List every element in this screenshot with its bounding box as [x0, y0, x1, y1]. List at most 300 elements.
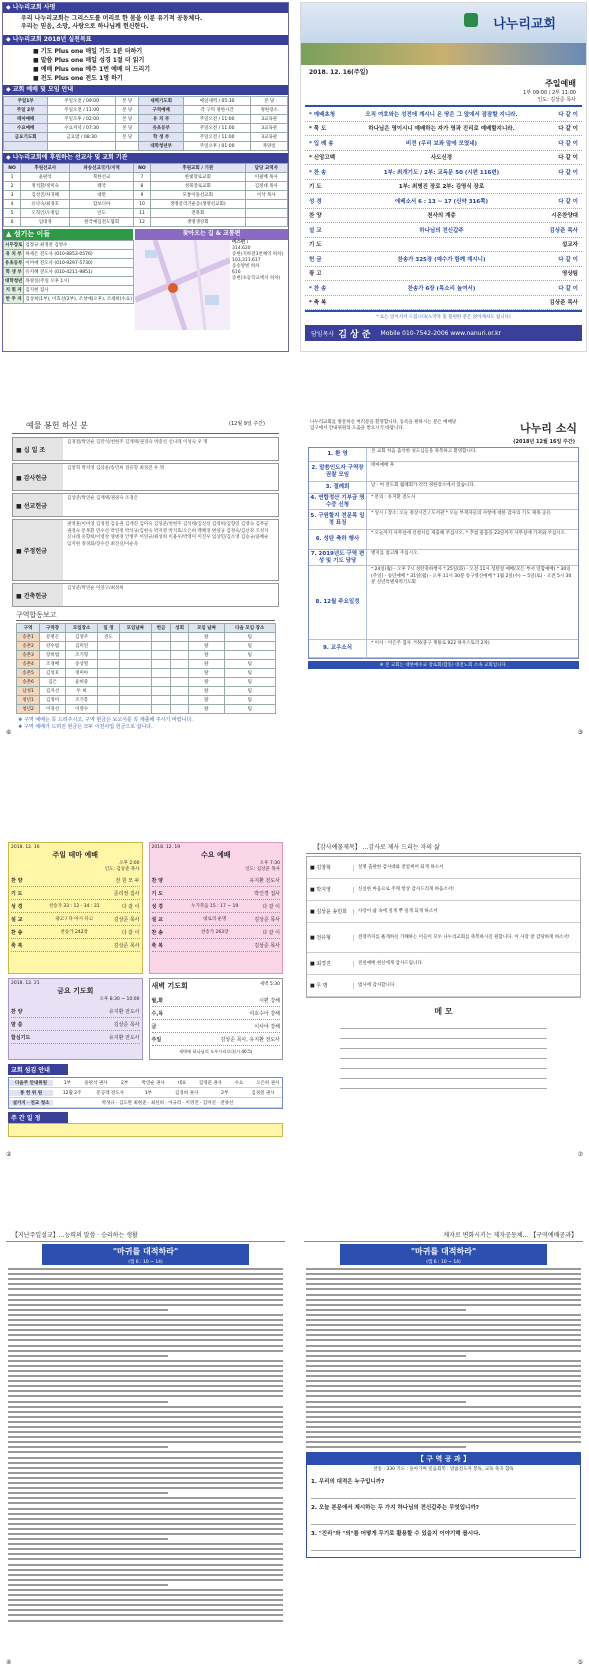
news-footer: ※ 본 교회는 대한예수교 장로회(합동) 대전노회 소속 교회입니다.	[308, 661, 579, 669]
group-head-cell: 다음 모임 장소	[224, 624, 275, 633]
group-cell	[119, 678, 152, 687]
group-row	[17, 660, 276, 669]
worship-row	[4, 133, 288, 142]
text-line	[8, 1467, 283, 1469]
group-cell	[170, 678, 189, 687]
mission-cell: 10	[133, 200, 150, 209]
text-line	[306, 1390, 581, 1392]
text-line	[8, 1278, 283, 1280]
news-row	[309, 566, 578, 640]
text-line	[8, 1584, 168, 1586]
news-row	[309, 640, 578, 658]
group-cell: 탈	[189, 660, 224, 669]
text-line	[8, 1553, 283, 1555]
group-cell: 조기봉	[65, 696, 98, 705]
memo-line	[340, 1069, 547, 1079]
text-line	[8, 1273, 283, 1275]
staff-name: 이미애 전도사 (010-9297-5730)	[24, 259, 134, 268]
memo-line	[340, 1029, 547, 1039]
text-line	[306, 1360, 581, 1362]
order-row	[305, 136, 582, 151]
mission-row	[4, 218, 288, 227]
mission-head-cell: NO	[133, 164, 150, 173]
text-line	[306, 1421, 581, 1423]
worship-cell: 각 구역 정한시간	[183, 106, 251, 115]
order-of-worship	[305, 105, 582, 312]
mission-cell: 9	[133, 191, 150, 200]
staff-table	[3, 240, 134, 304]
group-cell: 탈	[189, 651, 224, 660]
group-cell	[152, 696, 171, 705]
page-number: ⑥	[6, 729, 12, 736]
schedule-detail: 찬송가 242장	[60, 930, 88, 935]
text-line	[306, 1278, 581, 1280]
worship-cell: 본 당	[115, 115, 139, 124]
text-line	[306, 1319, 581, 1321]
order-row	[305, 252, 582, 267]
goal-header: ◆ 나누리교회 2018년 실천목표	[3, 35, 288, 45]
staff-row	[4, 241, 134, 250]
news-label: 4. 연합정산 기부금 영수증 신청	[309, 494, 367, 509]
schedule-item: 찬 송	[11, 929, 23, 936]
group-head-cell: 헌금	[152, 624, 171, 633]
order-content: 1부: 최병진 장로 2부: 김영식 장로	[398, 184, 485, 191]
serve-cell: 1부	[144, 1090, 153, 1096]
staff-name: 하세은 전도사 (010-8853-0576)	[24, 250, 134, 259]
text-line	[8, 1436, 283, 1438]
thanks-text: 설명 출판한 감사대와 전암찌어 되게 하소서	[353, 865, 580, 871]
group-cell: 김성호	[40, 669, 66, 678]
mission-cell: 태국	[70, 182, 134, 191]
worship-cell: 정한장소	[251, 106, 288, 115]
serve-cell: 봉 헌 위 원	[9, 1090, 53, 1096]
thanks-text: 범사에 감사합니다.	[353, 983, 580, 989]
mission-cell: 김성진/차귀혜	[21, 191, 70, 200]
worship-cell	[48, 142, 116, 151]
mission-cell	[245, 218, 287, 227]
group-cell: 송촌3	[17, 651, 40, 660]
study-header: 제자로 변화시키는 제자공동체... 【구역예배공과】	[304, 1228, 583, 1242]
news-label: 5. 구원할지 전문목 일정 표징	[309, 510, 367, 529]
page-number: ②	[6, 1151, 12, 1158]
worship-cell: 본 당	[115, 124, 139, 133]
service-date: 2018. 12. 16(주일)	[309, 69, 369, 76]
group-cell: 탈	[189, 642, 224, 651]
mission-cell: 7	[133, 173, 150, 182]
group-title: 구역합동보고	[16, 610, 275, 621]
schedule-item: 설 교	[151, 916, 163, 923]
memo-lines	[340, 1019, 547, 1089]
text-line	[8, 1523, 283, 1525]
serve-row	[9, 1078, 282, 1088]
news-label: 2. 말씀인도자 구역장 권찰 모임	[309, 462, 367, 481]
order-content: 하나님은 영이시니 예배하는 자가 영과 진리로 예배할지니라.	[368, 126, 515, 133]
group-cell	[119, 642, 152, 651]
worship-row	[4, 124, 288, 133]
news-content: * 이사 - 이은주 집사 거정(중구 계룡로 922 하우스토리 2차)	[371, 641, 490, 646]
page-5-worship-schedule	[2, 840, 289, 1160]
offering-date: (12월 9일 주간)	[229, 421, 265, 427]
schedule-detail: 찬송가 263장	[201, 930, 229, 935]
group-cell: 장희범	[40, 651, 66, 660]
schedule-leader: 준리정 집사	[113, 890, 140, 897]
order-item: * 입 례 송	[309, 140, 334, 147]
order-row	[305, 151, 582, 166]
offering-names: 김창혁 박지영 김상윤/송민희 전유형 최경진 우 명	[67, 466, 165, 471]
text-line	[306, 1365, 581, 1367]
sermon-ref: (엡 6 : 10 ~ 14)	[42, 1259, 249, 1265]
text-line	[8, 1314, 283, 1316]
page-number: ⑦	[577, 1151, 583, 1158]
group-cell: 윤희중	[65, 678, 98, 687]
worship-cell: 수요예배	[4, 124, 48, 133]
thanks-name: ■ 최경진	[310, 961, 331, 967]
sunday-theme-box: 2018. 12. 16 주일 테마 예배 오후 2:00 인도: 김상준 목사 찬 양 전 원 모 두 기 도 준리정 집사 성 경 찬송가 33 : 12 - 34 : 31 다 같 이 설 교 광고 / 다 아시 다고 김상준 목사 찬 송 찬송가 242장 다 같 이 축 복 김상준 목사	[8, 842, 143, 974]
order-row	[305, 194, 582, 209]
group-cell: 팀	[224, 660, 275, 669]
text-line	[8, 1599, 283, 1601]
schedule-leader: 다 같 이	[262, 903, 280, 910]
news-title: 나누리 소식	[520, 422, 577, 435]
text-line	[8, 1406, 283, 1408]
schedule-row	[152, 926, 281, 939]
text-line	[8, 1477, 283, 1479]
worship-cell: 본 당	[115, 133, 139, 142]
text-line	[8, 1472, 283, 1474]
thanks-text: 전영까지를 훌게하신 가해하는 이들이 모두 나누리교회를 축복하시길 원합니다. 이 사랑 잘 감당하게 하소서!	[353, 935, 580, 941]
group-cell: 김지선	[40, 687, 66, 696]
page-7-sermon	[2, 1228, 289, 1666]
schedule-item: 금	[151, 1023, 157, 1030]
thanks-text: 사랑이 삶 속에 깊게 뿌 깊게 되게 하소서	[353, 909, 580, 915]
text-line	[8, 1508, 283, 1510]
group-cell: 남성1	[17, 687, 40, 696]
schedule-row	[152, 1020, 281, 1033]
schedule-row	[11, 913, 140, 926]
schedule-detail: 찬송가 33 : 12 - 34 : 31	[48, 904, 100, 909]
text-line	[306, 1426, 581, 1428]
text-line	[306, 1329, 581, 1331]
group-cell: 이영수	[65, 705, 98, 714]
group-cell	[152, 678, 171, 687]
group-cell	[98, 642, 119, 651]
text-line	[8, 1533, 283, 1535]
worship-row	[4, 106, 288, 115]
thanks-row	[307, 975, 580, 997]
order-content: 천사의 계층	[427, 213, 456, 220]
serve-cell: 박연순 권사	[141, 1080, 165, 1086]
friday-box: 2018. 12. 21 금요 기도회 오후 8:30 ~ 10:00 찬 양 유지환 전도사 말 씀 김상준 목사 합심기도 유지환 전도사	[8, 978, 143, 1060]
worship-cell: 유 치 부	[139, 115, 183, 124]
order-item: * 묵 도	[309, 126, 327, 133]
staff-name: 목양실(주일 오후 1시)	[24, 277, 134, 286]
group-row	[17, 651, 276, 660]
mission-row	[4, 182, 288, 191]
thanks-row	[307, 923, 580, 953]
page-1-church-info	[2, 2, 289, 352]
group-cell	[152, 660, 171, 669]
text-line	[306, 1395, 581, 1397]
group-cell: 김정미	[40, 696, 66, 705]
group-cell: 송촌5	[17, 669, 40, 678]
study-question: 3. "진리"와 "의"를 어떻게 무기로 활용할 수 있을지 이야기해 봅시다.	[311, 1531, 481, 1538]
mission-head-cell: 담당 교역자	[245, 164, 287, 173]
order-item: 기 도	[309, 184, 322, 191]
text-line	[8, 1411, 283, 1413]
worship-cell: 금요밤 / 08:30	[48, 133, 116, 142]
group-cell	[119, 669, 152, 678]
thanks-header: 【감사예물제목】 ...감사로 제사 드리는 자의 삶	[306, 840, 581, 854]
text-line	[8, 1558, 283, 1560]
schedule-row	[11, 1005, 140, 1018]
text-line	[8, 1375, 283, 1377]
schedule-item: 말 씀	[11, 1021, 23, 1028]
news-row	[309, 494, 578, 510]
mission-cell: 12	[133, 218, 150, 227]
mission-cell: 11	[133, 209, 150, 218]
text-line	[8, 1421, 283, 1423]
serve-cell: 김영준 권사	[198, 1080, 223, 1086]
serve-cell: 김경철 권사	[251, 1090, 275, 1096]
staff-row	[4, 268, 134, 277]
text-line	[8, 1304, 283, 1306]
schedule-row	[11, 887, 140, 900]
worship-cell: 3교육관	[251, 124, 288, 133]
news-content: * 일시 / 장소: 오늘 정상시간 / 도서관 * 오늘 부재자들의 사항에 대한 감사의 기도 제목 공유	[371, 511, 551, 516]
text-line	[8, 1324, 283, 1326]
group-cell	[119, 651, 152, 660]
schedule-leader: 박인경 집사	[254, 890, 280, 897]
order-item: 헌 금	[309, 256, 322, 263]
schedule-item: 찬 양	[151, 877, 163, 884]
mission-cell	[245, 200, 287, 209]
welcome-text: 나누리교회를 방문하신 여러분을 환영합니다. 등록을 원하시는 분은 예배당 입구에서 안내위원의 도움을 받으시기 바랍니다.	[310, 420, 457, 431]
vision-line: 우리 나누리교회는 그리스도를 머리로 한 몸을 이룬 유기적 공동체다.	[21, 15, 203, 22]
staff-name: 엄장규 최경찬 김영수	[24, 241, 134, 250]
worship-cell: 주일 2부	[4, 106, 48, 115]
order-leader: 다 같 이	[558, 155, 578, 162]
answer-line	[311, 1539, 576, 1551]
schedule-item: 설 교	[11, 916, 23, 923]
group-cell: 탈	[189, 705, 224, 714]
mission-cell: 모퉁이돌선교회	[150, 191, 245, 200]
text-line	[8, 1431, 283, 1433]
staff-role: 지 휘 자	[4, 286, 24, 295]
order-content: 하나님의 전신갑주	[419, 227, 464, 234]
news-label: 9. 교우소식	[309, 640, 367, 657]
mission-cell: 5	[4, 209, 21, 218]
mission-cell	[245, 209, 287, 218]
group-row	[17, 633, 276, 642]
text-line	[306, 1314, 581, 1316]
serve-cell: 2부	[221, 1090, 229, 1096]
thanks-row	[307, 857, 580, 879]
serve-cell: 설거지 · 친교 청소	[9, 1100, 53, 1106]
offering-title: 예물 봉헌 하신 분	[26, 421, 88, 430]
group-cell	[170, 633, 189, 642]
text-line	[8, 1355, 168, 1357]
serve-header: 교회 섬김 안내	[8, 1064, 68, 1075]
order-item: * 축 복	[309, 300, 327, 307]
text-line	[8, 1380, 283, 1382]
group-cell	[98, 669, 119, 678]
schedule-row	[11, 874, 140, 887]
order-leader: 영상팀	[562, 271, 578, 278]
mission-cell: 1	[4, 173, 21, 182]
text-line	[8, 1339, 283, 1341]
memo-title: 메 모	[434, 1007, 453, 1016]
group-cell: 송촌4	[17, 660, 40, 669]
schedule-row	[152, 1033, 281, 1046]
group-cell	[170, 642, 189, 651]
memo-line	[340, 1079, 547, 1089]
worship-row	[4, 142, 288, 151]
order-item: * 신앙고백	[309, 155, 336, 162]
order-row	[305, 107, 582, 122]
news-row	[309, 448, 578, 462]
thanks-text: 신실한 마음으로 주께 항상 감사드리게 하옵소서!	[353, 887, 580, 893]
memo-line	[340, 1049, 547, 1059]
mission-cell: 생명생강회	[150, 218, 245, 227]
order-leader: 다 같 이	[558, 285, 578, 292]
thanks-row	[307, 953, 580, 975]
offering-names: 김상준/박연순 김계택/권경숙 조경은	[67, 496, 139, 501]
offering-names: 김경철/박연순 김만석/천현주 김계택/권경숙 박충선 신나래 이성숙 우 명	[67, 440, 208, 445]
text-line	[8, 1569, 283, 1571]
offering-category: ■ 십 일 조	[13, 438, 63, 460]
order-leader: 다 같 이	[558, 169, 578, 176]
schedule-row	[11, 900, 140, 913]
text-line	[8, 1579, 283, 1581]
mission-header: ◆ 나누리교회에 후원하는 선교사 및 교회 기관	[3, 153, 288, 163]
worship-cell: 구역예배	[139, 106, 183, 115]
mission-head-cell: NO	[4, 164, 21, 173]
staff-row	[4, 250, 134, 259]
text-line	[8, 1350, 283, 1352]
group-row	[17, 687, 276, 696]
order-item: 기 도	[309, 242, 322, 249]
cover-banner	[301, 3, 586, 65]
text-line	[306, 1268, 581, 1270]
group-cell: 청년1	[17, 696, 40, 705]
order-row	[305, 180, 582, 195]
group-cell	[152, 687, 171, 696]
text-line	[8, 1594, 283, 1596]
schedule-leader: 유지환 전도사	[108, 1008, 140, 1015]
serve-cell: 대표	[177, 1080, 187, 1086]
news-content: 테마예배 후	[371, 463, 395, 468]
staff-header: ▲ 섬기는 이들	[3, 229, 133, 240]
wednesday-box: 2018. 12. 19 수요 예배 오후 7:30 인도: 김상준 목사 찬 양 유지환 전도사 기 도 박인경 집사 성 경 누가복음 15 : 17 ~ 19 다 같 이 설 교 대로리 운명 김상준 목사 찬 송 찬송가 263장 다 같 이 축 복 김상준 목사	[149, 842, 284, 974]
worship-cell: 유초등부	[139, 124, 183, 133]
order-item: 설 교	[309, 227, 322, 234]
schedule-item: 기 도	[11, 890, 23, 897]
mission-cell: 6	[4, 218, 21, 227]
order-content: 에베소서 6 : 13 ~ 17 (신약 316쪽)	[394, 198, 489, 205]
news-label: 8. 12월 주요일정	[309, 566, 367, 639]
group-head-cell: 모임날짜	[119, 624, 152, 633]
text-line	[306, 1446, 466, 1448]
staff-name: 김상희(1부), 이효선(2부), 조성예(오후), 조세희(수요)	[24, 295, 134, 304]
schedule-leader: 김상준 목사	[254, 916, 280, 923]
staff-name: 김지현 집사	[24, 286, 134, 295]
mission-row	[4, 209, 288, 218]
order-row	[305, 267, 582, 282]
text-line	[8, 1462, 283, 1464]
offering-names: 김상준/박연순 이연구/최성희	[67, 586, 124, 591]
schedule-row	[152, 1007, 281, 1020]
page-number: ④	[6, 1659, 12, 1666]
group-head-cell: 일 정	[98, 624, 119, 633]
page-3-offerings	[2, 418, 289, 738]
schedule-row	[11, 926, 140, 939]
group-head-cell: 모임장소	[65, 624, 98, 633]
worship-cell: 본 당	[251, 97, 288, 106]
group-cell: 두 희	[65, 687, 98, 696]
group-cell	[119, 696, 152, 705]
text-line	[306, 1273, 581, 1275]
text-line	[306, 1299, 581, 1301]
text-line	[306, 1304, 581, 1306]
staff-role: 대학청년	[4, 277, 24, 286]
text-line	[306, 1411, 581, 1413]
text-line	[8, 1299, 283, 1301]
text-line	[306, 1370, 581, 1372]
group-cell: 송상열	[65, 660, 98, 669]
worship-table	[3, 96, 288, 151]
group-cell	[98, 696, 119, 705]
bus-info: 버스편 : 314,620 송변(지하철3번째역 하차) 103,311,617 동송방변 하차 616 송변(초등학교에서 하차)	[232, 240, 284, 281]
group-cell: 팀	[224, 642, 275, 651]
group-cell	[98, 678, 119, 687]
worship-cell: 주일오전 / 11:00	[183, 133, 251, 142]
text-line	[8, 1543, 283, 1545]
group-cell: 김미연	[65, 642, 98, 651]
thanks-list	[306, 856, 581, 998]
thanks-name: ■ 김창혁	[310, 865, 331, 871]
text-line	[306, 1345, 581, 1347]
text-line	[8, 1441, 283, 1443]
text-line	[306, 1309, 466, 1311]
schedule-leader: 전 원 모 두	[115, 877, 140, 884]
schedule-item: 성 경	[151, 903, 163, 910]
text-line	[306, 1380, 581, 1382]
group-cell	[170, 705, 189, 714]
schedule-leader: 김상준 목사	[113, 1021, 140, 1028]
text-line	[306, 1401, 466, 1403]
group-cell	[170, 669, 189, 678]
schedule-item: 주일	[151, 1036, 162, 1043]
news-content: 날 · 여 전도회 월례회가 각각 정한장소에서 있습니다.	[371, 483, 476, 488]
worship-cell: 주일오전 / 11:00	[48, 106, 116, 115]
offering-category: ■ 건축헌금	[13, 584, 63, 606]
text-line	[8, 1457, 283, 1459]
offering-category: ■ 감사헌금	[13, 464, 63, 490]
schedule-leader: 김상준 목사	[113, 916, 140, 923]
order-leader: 시온찬양대	[551, 213, 578, 220]
news-label: 3. 절례회	[309, 482, 367, 493]
thanks-name: ■ 박지영	[310, 887, 331, 893]
worship-cell: 본 당	[115, 106, 139, 115]
text-line	[306, 1431, 581, 1433]
text-line	[306, 1288, 581, 1290]
worship-cell: 금요기도회	[4, 133, 48, 142]
order-content: 1부: 최개기도 / 2부: 교독문 50 (시편 116편)	[383, 169, 500, 176]
pastor-bar: 담임목사 김 상 준 Mobile 010-7542-2006 www.nanuri.or.kr	[305, 325, 582, 341]
weekly-plan-header: 주 간 일 정	[8, 1112, 68, 1123]
answer-line	[311, 1513, 576, 1525]
text-line	[8, 1502, 283, 1504]
